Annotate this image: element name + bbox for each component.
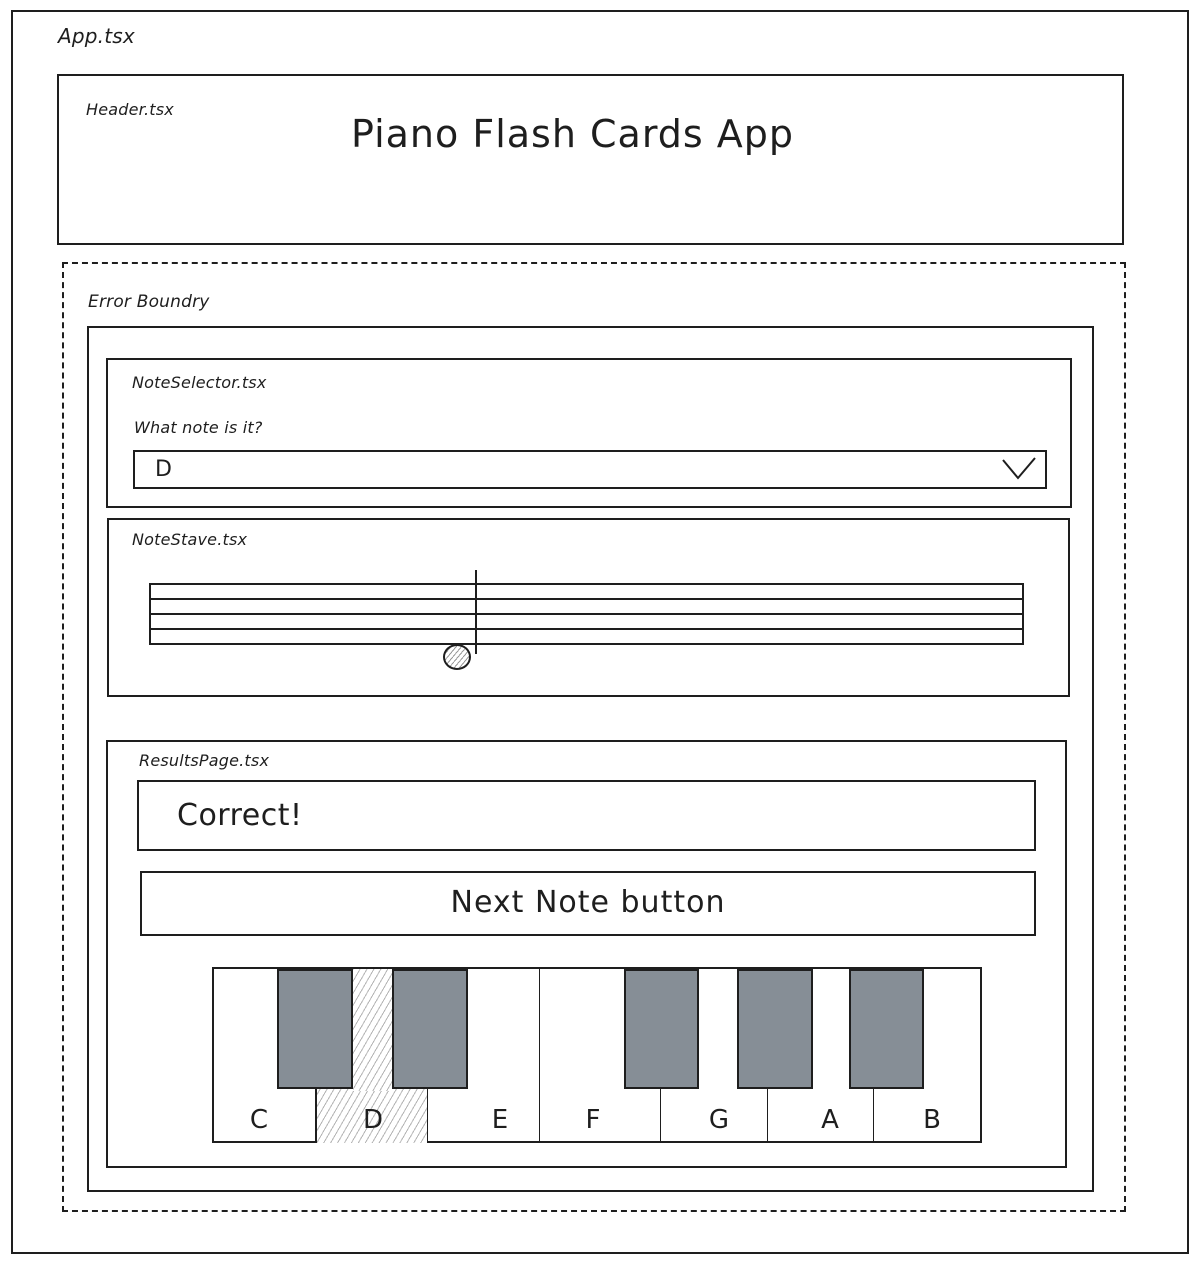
app-label: App.tsx xyxy=(58,24,135,48)
note-stave-frame xyxy=(107,518,1070,697)
error-boundary-label: Error Boundry xyxy=(88,292,210,312)
result-message: Correct! xyxy=(177,798,303,833)
key-label-g: G xyxy=(708,1105,730,1135)
piano-key-d-upper[interactable] xyxy=(353,969,393,1091)
key-label-a: A xyxy=(821,1105,839,1135)
note-select-dropdown[interactable] xyxy=(133,450,1047,489)
key-label-d: D xyxy=(362,1105,384,1135)
note-selector-label: NoteSelector.tsx xyxy=(132,373,267,392)
piano-key-d-sharp[interactable] xyxy=(392,969,468,1089)
key-label-b: B xyxy=(923,1105,941,1135)
piano-key-a-sharp[interactable] xyxy=(849,969,924,1089)
header-frame xyxy=(57,74,1124,245)
next-note-button[interactable] xyxy=(140,871,1036,936)
next-note-button-label: Next Note button xyxy=(450,885,726,920)
key-label-f: F xyxy=(585,1105,601,1135)
piano-key-c-sharp[interactable] xyxy=(277,969,353,1089)
page-title: Piano Flash Cards App xyxy=(351,112,795,156)
result-message-box xyxy=(137,780,1036,851)
results-page-label: ResultsPage.tsx xyxy=(139,751,270,770)
note-stave-label: NoteStave.tsx xyxy=(132,530,248,549)
chevron-down-icon[interactable] xyxy=(1001,456,1037,482)
selected-note-value: D xyxy=(155,457,172,482)
music-staff xyxy=(149,583,1024,645)
piano-key-g-sharp[interactable] xyxy=(737,969,813,1089)
key-label-e: E xyxy=(491,1105,509,1135)
header-label: Header.tsx xyxy=(86,100,174,119)
piano-keyboard xyxy=(212,967,982,1143)
piano-key-f-sharp[interactable] xyxy=(624,969,699,1089)
key-label-c: C xyxy=(249,1105,269,1135)
note-question-label: What note is it? xyxy=(134,418,263,437)
note-selector-frame xyxy=(106,358,1072,508)
